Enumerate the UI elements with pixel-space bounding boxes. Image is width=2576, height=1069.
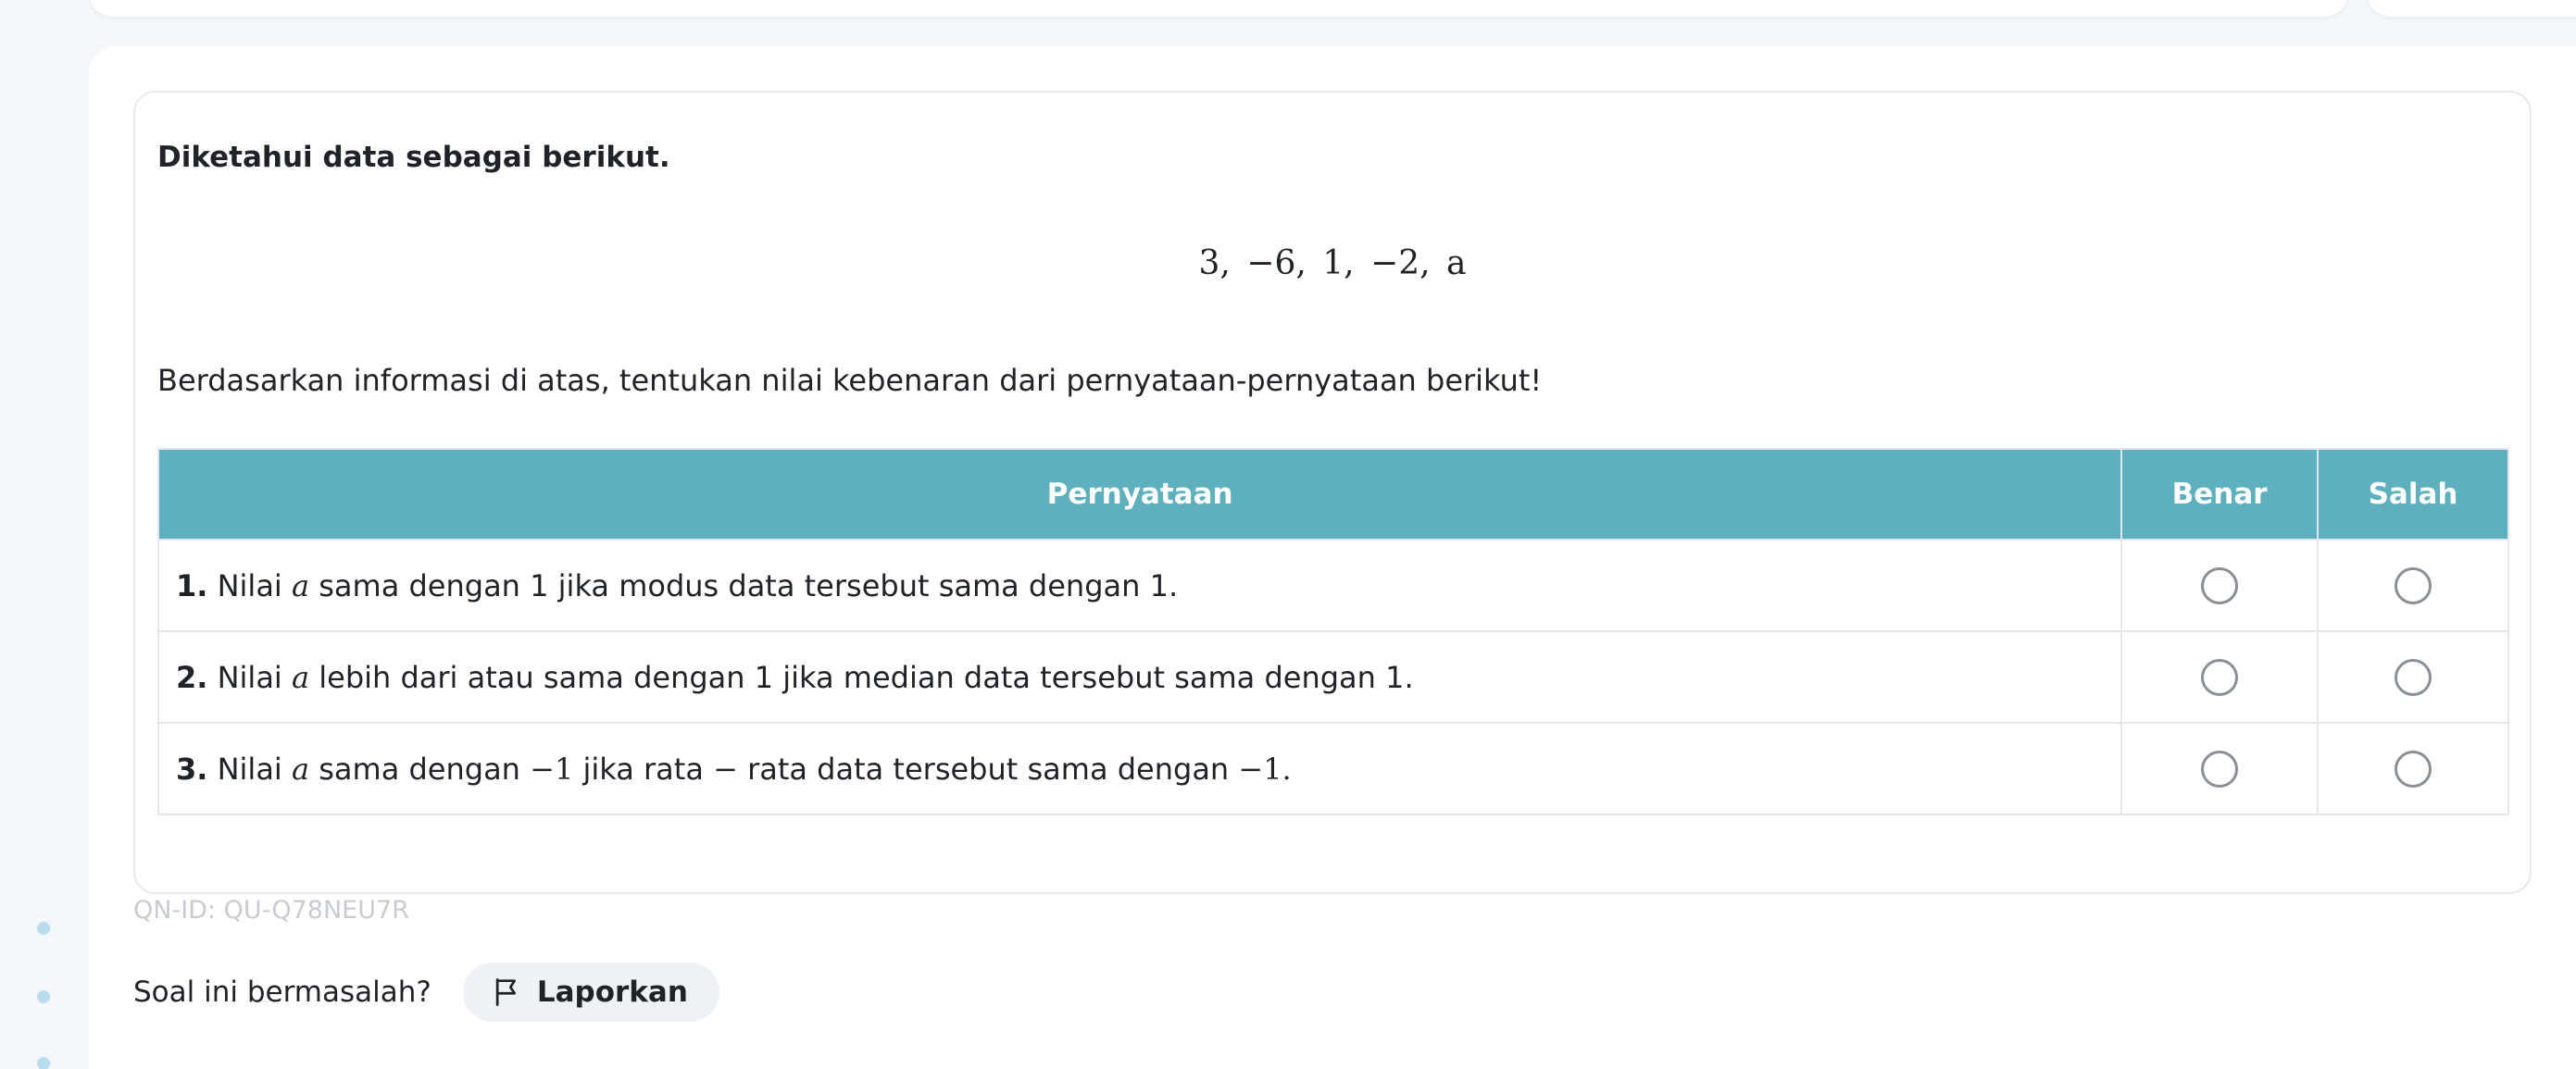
- statement-text: Nilai: [217, 751, 292, 787]
- statement-number: 2.: [176, 659, 208, 695]
- side-card: [2367, 0, 2576, 17]
- statement-cell: [158, 631, 2121, 723]
- radio-false-2[interactable]: [2395, 659, 2432, 696]
- report-button[interactable]: [463, 963, 719, 1022]
- report-question: Soal ini bermasalah?: [133, 976, 431, 1009]
- table-row: [158, 723, 2508, 814]
- statement-text: rata data tersebut sama dengan: [737, 751, 1239, 787]
- question-id: QN-ID: QU-Q78NEU7R: [133, 896, 409, 925]
- previous-card: [89, 0, 2348, 17]
- statement-text: sama dengan: [309, 751, 531, 787]
- statement-text: Nilai: [217, 659, 292, 695]
- header-statement: Pernyataan: [158, 449, 2121, 540]
- math-minus: −: [713, 751, 738, 787]
- statement-cell: [158, 540, 2121, 631]
- flag-icon: [493, 977, 520, 1007]
- statement-text: sama dengan 1 jika modus data tersebut sama dengan 1.: [309, 567, 1179, 603]
- radio-true-1[interactable]: [2201, 567, 2238, 604]
- statement-text: lebih dari atau sama dengan 1 jika median data tersebut sama dengan 1.: [309, 659, 1414, 695]
- question-intro: Diketahui data sebagai berikut.: [157, 141, 670, 174]
- radio-true-3[interactable]: [2201, 751, 2238, 788]
- choice-true-cell: [2121, 631, 2318, 723]
- header-true: Benar: [2121, 449, 2318, 540]
- math-number: −1.: [1238, 751, 1292, 787]
- report-row: [133, 963, 719, 1022]
- statement-number: 1.: [176, 567, 208, 603]
- decoration-dot: [37, 922, 50, 935]
- question-card: [133, 91, 2532, 894]
- question-prompt: Berdasarkan informasi di atas, tentukan nilai kebenaran dari pernyataan-pernyataan berikut!: [157, 363, 1543, 398]
- choice-false-cell: [2318, 723, 2508, 814]
- decoration-dot: [37, 990, 50, 1003]
- statements-table: [157, 448, 2509, 815]
- choice-true-cell: [2121, 723, 2318, 814]
- math-variable: a: [291, 659, 310, 695]
- math-variable: a: [291, 567, 310, 603]
- choice-false-cell: [2318, 540, 2508, 631]
- radio-true-2[interactable]: [2201, 659, 2238, 696]
- main-panel: [89, 46, 2576, 1069]
- math-variable: a: [291, 751, 310, 787]
- table-header-row: [158, 449, 2508, 540]
- choice-true-cell: [2121, 540, 2318, 631]
- data-series: 3, −6, 1, −2, a: [1198, 244, 1467, 282]
- radio-false-1[interactable]: [2395, 567, 2432, 604]
- table-row: [158, 540, 2508, 631]
- math-number: −1: [530, 751, 574, 787]
- statement-number: 3.: [176, 751, 208, 787]
- choice-false-cell: [2318, 631, 2508, 723]
- statement-cell: [158, 723, 2121, 814]
- radio-false-3[interactable]: [2395, 751, 2432, 788]
- table-row: [158, 631, 2508, 723]
- background-decoration: [0, 0, 89, 1069]
- statement-text: Nilai: [217, 567, 292, 603]
- decoration-dot: [37, 1057, 50, 1069]
- report-button-label: Laporkan: [536, 976, 688, 1009]
- header-false: Salah: [2318, 449, 2508, 540]
- statement-text: jika rata: [573, 751, 714, 787]
